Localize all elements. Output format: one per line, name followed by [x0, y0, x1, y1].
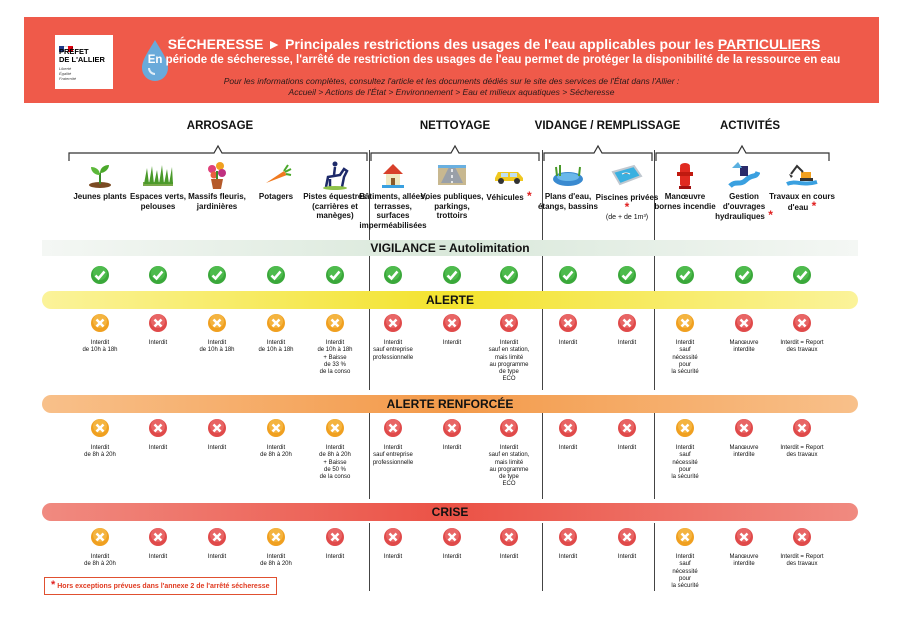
forbidden-icon	[183, 527, 251, 552]
restriction-text: Interdit	[207, 554, 227, 560]
usage-label: Bâtiments, allées, terrasses, surfaces imperméabilisées	[359, 192, 427, 230]
restriction-text: Interdit	[148, 445, 168, 451]
exception-star: *	[624, 199, 630, 214]
usage-potagers	[242, 160, 310, 202]
cell-vigilance-travaux	[768, 265, 836, 290]
cell-vigilance-bornes	[651, 265, 719, 290]
logo-line2: DE L'ALLIER	[59, 55, 105, 64]
restriction-text: Interdit de 10h à 18h	[258, 340, 294, 354]
restriction-text: Interdit	[148, 340, 168, 346]
cell-alerte_renforcee-plans-eau	[534, 418, 602, 452]
cell-alerte_renforcee-batiments	[359, 418, 427, 467]
page-subtitle: En période de sécheresse, l'arrêté de restriction des usages de l'eau permet de protéger la disponibilité de la ressource en eau	[147, 54, 841, 66]
exception-star: *	[523, 189, 532, 203]
restriction-text: Interdit = Report des travaux	[780, 445, 824, 459]
footnote: * Hors exceptions prévues dans l'annexe 2 de l'arrêté sécheresse	[44, 577, 277, 595]
usage-label: Espaces verts, pelouses	[129, 192, 187, 211]
usage-travaux	[768, 160, 836, 212]
cell-vigilance-plans-eau	[534, 265, 602, 290]
restriction-text: Interdit	[383, 554, 403, 560]
usage-label: Jeunes plants	[73, 192, 127, 201]
restriction-text: Manœuvre interdite	[729, 340, 759, 354]
restriction-text: Interdit sauf entreprise professionnelle	[372, 445, 414, 466]
house-icon	[359, 160, 427, 190]
forbidden-icon	[183, 418, 251, 443]
usage-label: Piscines privées * (de + de 1m³)	[593, 192, 661, 223]
restriction-text: Interdit sauf nécessité pour la sécurité	[671, 340, 699, 376]
cell-alerte-potagers	[242, 313, 310, 355]
restriction-text: Interdit	[617, 445, 637, 451]
restriction-text: Interdit	[617, 340, 637, 346]
cell-alerte-vehicules	[475, 313, 543, 384]
category-vidange: VIDANGE / REMPLISSAGE	[534, 120, 681, 132]
exception-star: *	[808, 198, 817, 213]
usage-label: Véhicules *	[486, 189, 532, 203]
forbidden-icon	[359, 418, 427, 443]
logo-motto3: Fraternité	[59, 76, 77, 81]
restriction-text: Interdit	[558, 554, 578, 560]
cell-alerte-plans-eau	[534, 313, 602, 347]
level-vigilance-band: VIGILANCE = Autolimitation	[42, 240, 858, 256]
partial-restriction-icon	[651, 418, 719, 443]
restriction-text: Interdit sauf nécessité pour la sécurité	[671, 445, 699, 481]
check-icon	[534, 265, 602, 290]
partial-restriction-icon	[242, 527, 310, 552]
cell-crise-vehicules	[475, 527, 543, 561]
usage-label: Travaux en cours d'eau *	[769, 192, 835, 213]
cell-alerte_renforcee-vehicules	[475, 418, 543, 489]
cell-alerte_renforcee-bornes	[651, 418, 719, 481]
usage-label: Potagers	[258, 192, 294, 201]
usage-batiments	[359, 160, 427, 230]
restriction-text: Interdit	[558, 340, 578, 346]
forbidden-icon	[124, 527, 192, 552]
cell-crise-espaces-verts	[124, 527, 192, 561]
restriction-text: Interdit	[442, 340, 462, 346]
usage-bornes	[651, 160, 719, 211]
cell-alerte_renforcee-travaux	[768, 418, 836, 460]
cell-alerte_renforcee-espaces-verts	[124, 418, 192, 452]
forbidden-icon	[475, 313, 543, 338]
restriction-text: Interdit de 8h à 20h	[84, 445, 116, 459]
partial-restriction-icon	[183, 313, 251, 338]
usage-label: Voies publiques, parkings, trottoirs	[420, 192, 484, 220]
carrot-icon	[242, 160, 310, 190]
forbidden-icon	[359, 527, 427, 552]
cell-crise-bornes	[651, 527, 719, 590]
check-icon	[359, 265, 427, 290]
restriction-text: Manœuvre interdite	[729, 554, 759, 568]
restriction-text: Interdit	[325, 554, 345, 560]
restriction-text: Interdit sauf en station, mais limité au programme de type ECO	[488, 340, 530, 383]
forbidden-icon	[768, 527, 836, 552]
restriction-text: Interdit	[442, 554, 462, 560]
check-icon	[475, 265, 543, 290]
cell-alerte-batiments	[359, 313, 427, 362]
restriction-text: Interdit = Report des travaux	[780, 554, 824, 568]
restriction-text: Interdit	[148, 554, 168, 560]
forbidden-icon	[124, 313, 192, 338]
partial-restriction-icon	[242, 313, 310, 338]
usage-vehicules	[475, 160, 543, 203]
breadcrumb-path: Accueil > Actions de l'État > Environnement > Eau et milieux aquatiques > Sécheresse	[288, 87, 615, 97]
check-icon	[242, 265, 310, 290]
cell-crise-travaux	[768, 527, 836, 569]
restriction-text: Interdit	[617, 554, 637, 560]
logo-line1: PRÉFET	[59, 47, 89, 56]
check-icon	[183, 265, 251, 290]
cell-vigilance-massifs	[183, 265, 251, 290]
usage-label: Pistes équestres (carrières et manèges)	[303, 192, 367, 220]
category-activites: ACTIVITÉS	[719, 120, 781, 132]
category-arrosage: ARROSAGE	[186, 120, 254, 132]
partial-restriction-icon	[651, 527, 719, 552]
forbidden-icon	[534, 313, 602, 338]
usage-label: Massifs fleuris, jardinières	[188, 192, 246, 211]
forbidden-icon	[534, 418, 602, 443]
page-title: SÉCHERESSE ► Principales restrictions des usages de l'eau applicables pour les PARTICULIERS	[167, 36, 821, 52]
cell-vigilance-espaces-verts	[124, 265, 192, 290]
usage-label: Plans d'eau, étangs, bassins	[537, 192, 599, 211]
excavator-icon	[768, 160, 836, 190]
forbidden-icon	[768, 418, 836, 443]
cell-vigilance-batiments	[359, 265, 427, 290]
cell-alerte-travaux	[768, 313, 836, 355]
forbidden-icon	[475, 527, 543, 552]
grass-icon	[124, 160, 192, 190]
level-alerte-renforcee-band: ALERTE RENFORCÉE	[42, 395, 858, 413]
forbidden-icon	[359, 313, 427, 338]
cell-alerte_renforcee-potagers	[242, 418, 310, 460]
usage-label: Gestion d'ouvrages hydrauliques *	[715, 192, 773, 222]
cell-alerte-bornes	[651, 313, 719, 376]
cell-crise-potagers	[242, 527, 310, 569]
restriction-text: Interdit de 10h à 18h	[199, 340, 235, 354]
exception-star: *	[764, 208, 773, 222]
forbidden-icon	[475, 418, 543, 443]
cell-alerte-massifs	[183, 313, 251, 355]
partial-restriction-icon	[651, 313, 719, 338]
fire-hydrant-icon	[651, 160, 719, 190]
pond-icon	[534, 160, 602, 190]
check-icon	[651, 265, 719, 290]
cell-crise-plans-eau	[534, 527, 602, 561]
logo-motto1: Liberté	[59, 66, 72, 71]
restriction-text: Interdit de 10h à 18h + Baisse de 33 % de la conso	[317, 340, 353, 376]
restriction-text: Interdit	[442, 445, 462, 451]
restriction-text: Interdit	[207, 445, 227, 451]
usage-plans-eau	[534, 160, 602, 211]
cell-alerte_renforcee-massifs	[183, 418, 251, 452]
level-alerte-band: ALERTE	[42, 291, 858, 309]
cell-crise-massifs	[183, 527, 251, 561]
logo-motto2: Égalité	[59, 71, 72, 76]
french-flag-icon	[59, 39, 73, 45]
restriction-text: Interdit de 8h à 20h	[260, 445, 292, 459]
partial-restriction-icon	[242, 418, 310, 443]
category-nettoyage: NETTOYAGE	[419, 120, 491, 132]
restriction-text: Interdit	[499, 554, 519, 560]
forbidden-icon	[768, 313, 836, 338]
restriction-text: Interdit sauf en station, mais limité au programme de type ECO	[488, 445, 530, 488]
cell-alerte-espaces-verts	[124, 313, 192, 347]
cell-vigilance-vehicules	[475, 265, 543, 290]
flowerpot-icon	[183, 160, 251, 190]
info-line1: Pour les informations complètes, consultez l'article et les documents dédiés sur le site des services de l'État dans l'Allier :	[223, 76, 680, 86]
restriction-text: Interdit de 8h à 20h	[84, 554, 116, 568]
restriction-text: Manœuvre interdite	[729, 445, 759, 459]
info-text	[24, 76, 879, 98]
usage-label: Manœuvre bornes incendie	[654, 192, 716, 211]
restriction-text: Interdit de 10h à 18h	[82, 340, 118, 354]
restriction-text: Interdit = Report des travaux	[780, 340, 824, 354]
restriction-text: Interdit sauf entreprise professionnelle	[372, 340, 414, 361]
car-icon	[475, 160, 543, 190]
restriction-text: Interdit de 8h à 20h + Baisse de 50 % de la conso	[319, 445, 351, 481]
cell-vigilance-potagers	[242, 265, 310, 290]
check-icon	[124, 265, 192, 290]
usage-massifs	[183, 160, 251, 211]
title-highlight: PARTICULIERS	[717, 36, 821, 52]
level-crise-band: CRISE	[42, 503, 858, 521]
usage-espaces-verts	[124, 160, 192, 211]
restriction-text: Interdit	[558, 445, 578, 451]
check-icon	[768, 265, 836, 290]
restriction-text: Interdit de 8h à 20h	[260, 554, 292, 568]
forbidden-icon	[534, 527, 602, 552]
forbidden-icon	[124, 418, 192, 443]
restriction-text: Interdit sauf nécessité pour la sécurité	[671, 554, 699, 590]
cell-crise-batiments	[359, 527, 427, 561]
usage-label-extra: (de + de 1m³)	[605, 214, 649, 221]
